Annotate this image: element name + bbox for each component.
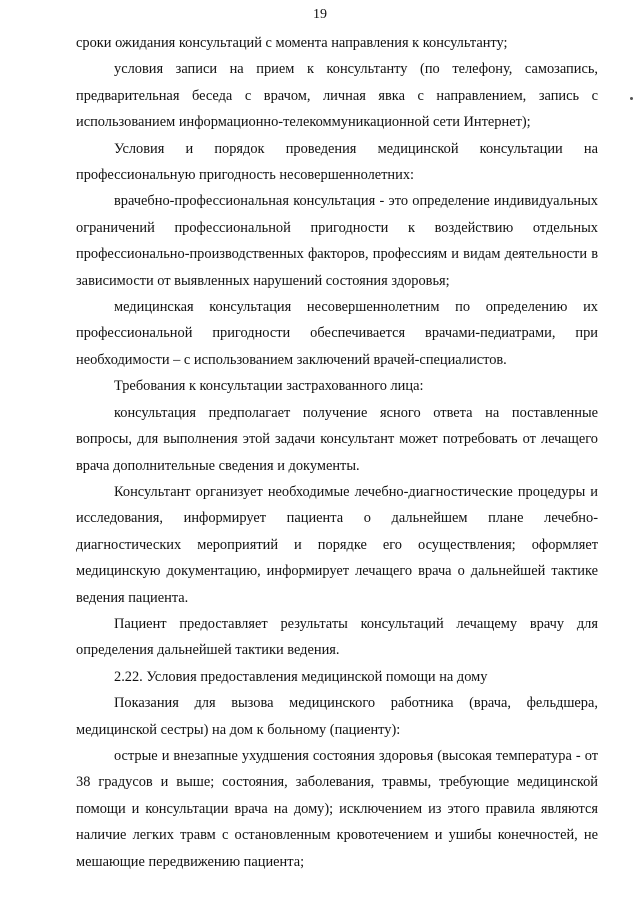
paragraph-insured-requirements-heading: Требования к консультации застрахованного лица: [114,378,424,395]
margin-mark [630,97,633,100]
paragraph-acute-conditions: острые и внезапные ухудшения состояния здоровья (высокая температура - от 38 градусов и выше; состояния, заболевания, травмы, требующие медицинской помощи и консультации врача на дому); исключением из этого правила являются наличие легких травм с остановленным кровотечением и ушибы конечностей, не мешающие передвижению пациента; [76,747,598,870]
paragraph-minors-consultation: медицинская консультация несовершеннолетним по определению их профессиональной пригодности обеспечивается врачами-педиатрами, при необходимости – с использованием заключений врачей-специалистов. [76,299,598,368]
paragraph-consultant-duties: Консультант организует необходимые лечебно-диагностические процедуры и исследования, информирует пациента о дальнейшем плане лечебно-диагностических мероприятий и порядке его осуществления; оформляет медицинскую документацию, информирует лечащего врача о дальнейшей тактике ведения пациента. [76,483,598,606]
section-heading-home-care: 2.22. Условия предоставления медицинской помощи на дому [114,668,488,685]
document-body [76,30,598,875]
paragraph-consultation-answer: консультация предполагает получение ясного ответа на поставленные вопросы, для выполнения этой задачи консультант может потребовать от лечащего врача дополнительные сведения и документы. [76,404,598,474]
paragraph-fitness-consultation-heading: Условия и порядок проведения медицинской консультации на профессиональную пригодность несовершеннолетних: [76,140,598,184]
paragraph-appointment-conditions: условия записи на прием к консультанту (по телефону, самозапись, предварительная беседа с врачом, личная явка с направлением, запись с использованием информационно-телекоммуникационной сети Интернет); [76,61,598,131]
paragraph-occupational-consultation-definition: врачебно-профессиональная консультация - это определение индивидуальных ограничений профессиональной пригодности к воздействию отдельных профессионально-производственных факторов, профессиям и видам деятельности в зависимости от выявленных нарушений состояния здоровья; [76,193,598,289]
page-number: 19 [313,7,327,22]
paragraph-home-visit-indications: Показания для вызова медицинского работника (врача, фельдшера, медицинской сестры) на дом к больному (пациенту): [76,695,598,738]
paragraph-consultation-wait-times: сроки ожидания консультаций с момента направления к консультанту; [76,35,508,51]
paragraph-patient-results: Пациент предоставляет результаты консультаций лечащему врачу для определения дальнейшей тактики ведения. [76,615,598,659]
